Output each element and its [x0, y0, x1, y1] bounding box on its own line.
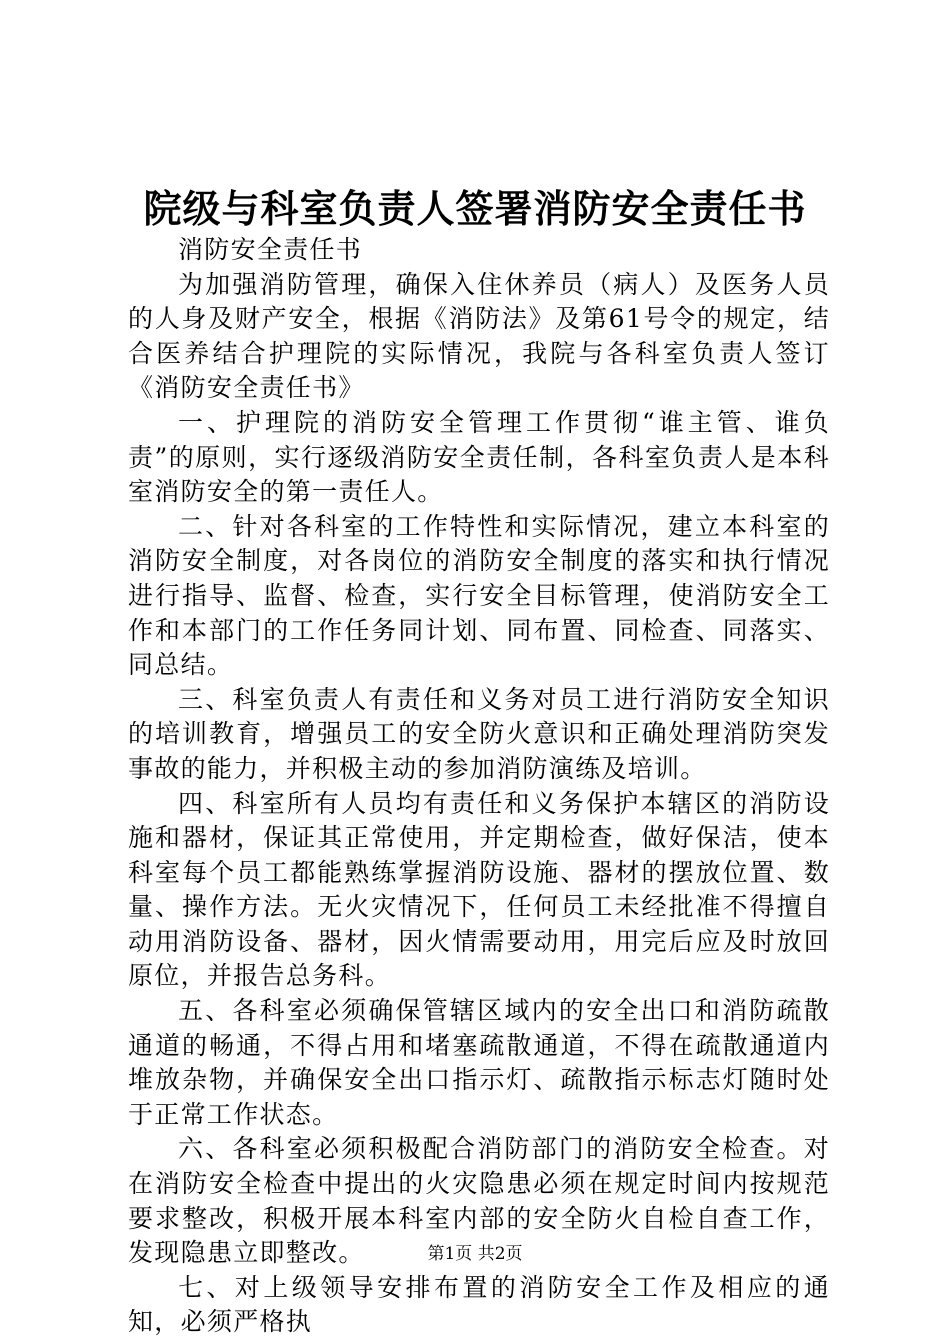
paragraph-item-7: 七、对上级领导安排布置的消防安全工作及相应的通知，必须严格执 — [128, 1272, 830, 1337]
page-footer: 第1页 共2页 — [427, 1244, 523, 1264]
paragraph-item-3: 三、科室负责人有责任和义务对员工进行消防安全知识的培训教育，增强员工的安全防火意识和正确处理消防突发事故的能力，并积极主动的参加消防演练及培训。 — [128, 684, 830, 783]
paragraph-item-2: 二、针对各科室的工作特性和实际情况，建立本科室的消防安全制度，对各岗位的消防安全制度的落实和执行情况进行指导、监督、检查，实行安全目标管理，使消防安全工作和本部门的工作任务同计划、同布置、同检查、同落实、同总结。 — [128, 511, 830, 680]
paragraph-intro: 为加强消防管理，确保入住休养员（病人）及医务人员的人身及财产安全，根据《消防法》及第61号令的规定，结合医养结合护理院的实际情况，我院与各科室负责人签订《消防安全责任书》 — [128, 269, 830, 403]
paragraph-item-5: 五、各科室必须确保管辖区域内的安全出口和消防疏散通道的畅通，不得占用和堵塞疏散通道，不得在疏散通道内堆放杂物，并确保安全出口指示灯、疏散指示标志灯随时处于正常工作状态。 — [128, 996, 830, 1129]
document-title: 院级与科室负责人签署消防安全责任书 — [143, 186, 807, 231]
paragraph-item-4: 四、科室所有人员均有责任和义务保护本辖区的消防设施和器材，保证其正常使用，并定期检查，做好保洁，使本科室每个员工都能熟练掌握消防设施、器材的摆放位置、数量、操作方法。无火灾情况下，任何员工未经批准不得擅自动用消防设备、器材，因火情需要动用，用完后应及时放回原位，并报告总务科。 — [128, 788, 830, 991]
paragraph-item-1: 一、护理院的消防安全管理工作贯彻“谁主管、谁负责”的原则，实行逐级消防安全责任制，各科室负责人是本科室消防安全的第一责任人。 — [128, 407, 830, 507]
paragraph-heading: 消防安全责任书 — [178, 235, 363, 264]
document-body — [128, 233, 830, 1340]
paragraph-item-6: 六、各科室必须积极配合消防部门的消防安全检查。对在消防安全检查中提出的火灾隐患必须在规定时间内按规范要求整改，积极开展本科室内部的安全防火自检自查工作，发现隐患立即整改。 — [128, 1134, 830, 1268]
